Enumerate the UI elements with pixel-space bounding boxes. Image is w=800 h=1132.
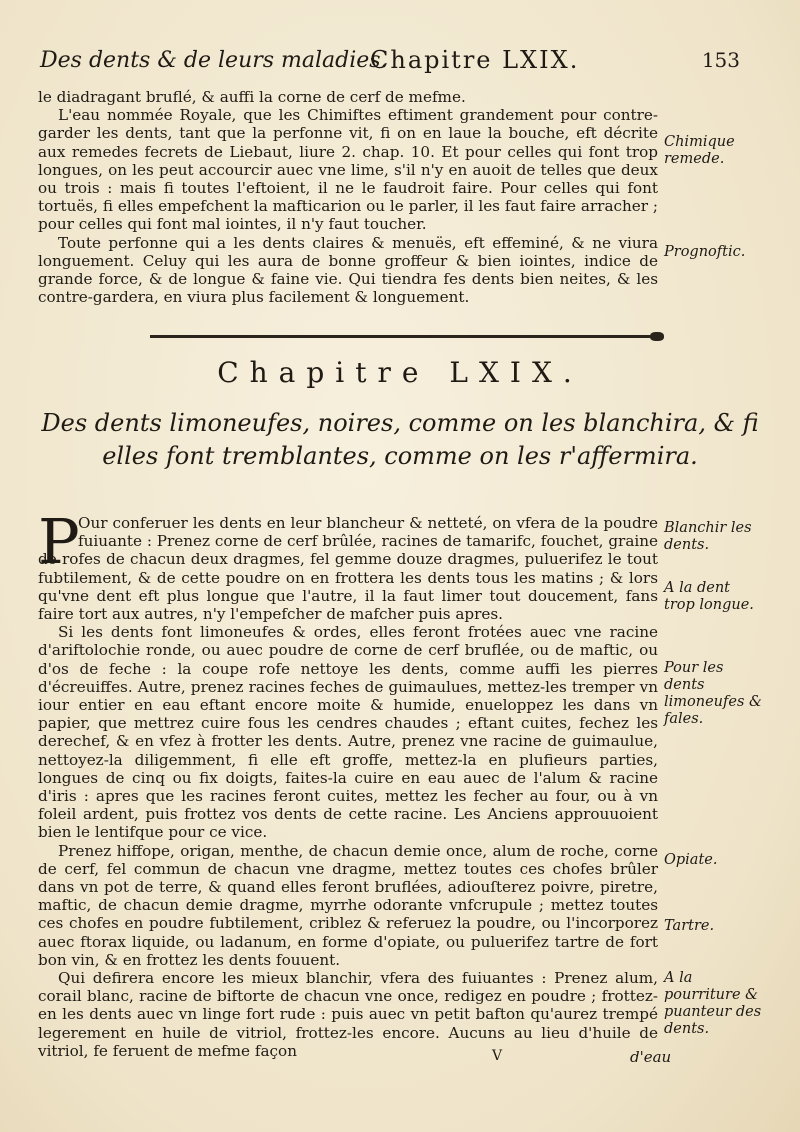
- signature-mark: V: [492, 1048, 503, 1064]
- running-head: [40, 44, 740, 84]
- running-title: Des dents & de leurs maladies.: [40, 48, 388, 73]
- running-chapter: Chapitre LXIX.: [370, 46, 580, 74]
- paragraph: Prenez hiffope, origan, menthe, de chacun demie once, alum de roche, corne de cerf, fel commun de chacun vne dragme, mettez toutes ces chofes brûler dans vn pot de terre, & quand elles feront bruflées, adiouſterez poivre, piretre, maftic, de chacun demie dragme, myrrhe odorante vnfcrupule ; mettez toutes ces chofes en poudre fubtilement, criblez & referuez la poudre, ou l'incorporez auec ftorax liquide, ou ladanum, en forme d'opiate, ou puluerifez tartre de fort bon vin, & en frottez les dents fouuent.: [38, 841, 658, 969]
- paragraph: Our conferuer les dents en leur blancheur & netteté, on vfera de la poudre fuiuante : Prenez corne de cerf brûlée, racines de tamarifc, fouchet, graine de rofes de chacun deux dragmes, fel gemme douze dragmes, puluerifez le tout fubtilement, & de cette poudre on en frottera les dents tous les matins ; & lors qu'vne dent eft plus longue que l'autre, il la faut limer tout doucement, fans faire tort aux autres, n'y l'empefcher de mafcher puis apres.: [38, 514, 658, 624]
- chapter-subtitle: Des dents limoneufes, noires, comme on les blanchira, & fi elles font tremblantes, comme on les r'affermira.: [41, 409, 759, 470]
- margin-note: A la pourriture & puanteur des dents.: [664, 970, 762, 1037]
- catchword: d'eau: [630, 1048, 672, 1066]
- drop-cap-space: [38, 514, 78, 548]
- margin-note: Tartre.: [664, 918, 715, 934]
- paragraph: Qui defirera encore les mieux blanchir, vfera des fuiuantes : Prenez alum, corail blanc, racine de biftorte de chacun vne once, redigez en poudre ; frottez-en les dents auec vn linge fort rude : puis auec vn petit bafton qu'aurez trempé legerement en huile de vitriol, frottez-les encore. Aucuns au lieu d'huile de vitriol, fe feruent de mefme façon: [38, 969, 658, 1060]
- margin-note: Opiate.: [664, 852, 718, 868]
- margin-note: Pour les dents limoneufes & fales.: [664, 660, 762, 727]
- drop-cap: P: [38, 505, 80, 578]
- page-number: 153: [701, 48, 740, 72]
- paragraph: Si les dents font limoneufes & ordes, elles feront frotées auec vne racine d'ariftolochie ronde, ou auec poudre de corne de cerf bruflée, ou de maftic, ou d'os de feche : la coupe rofe nettoye les dents, comme auffi les pierres d'écreuiffes. Autre, prenez racines feches de guimaulues, mettez-les tremper vn iour entier en eau eftant encore moite & humide, enueloppez les dans vn papier, que mettrez cuire fous les cendres chaudes ; eftant cuites, fechez les derechef, & en vfez à frotter les dents. Autre, prenez vne racine de guimaulue, nettoyez-la diligemment, fi elle eft groffe, mettez-la en plufieurs parties, longues de cinq ou fix doigts, faites-la cuire en eau auec de l'alum & racine d'iris : apres que les racines feront cuites, mettez les fecher au four, ou à vn foleil ardent, puis frottez vos dents de cette racine. Les Anciens approuuoient bien le lentifque pour ce vice.: [38, 623, 658, 842]
- margin-note: A la dent trop longue.: [664, 580, 754, 613]
- ornamental-rule: [150, 335, 650, 338]
- paragraph: Toute perfonne qui a les dents claires & menuës, eft effeminé, & ne viura longuement. Celuy qui les aura de bonne groffeur & bien iointes, indice de grande force, & de longue & faine vie. Qui tiendra fes dents bien neites, & les contre-gardera, en viura plus facilement & longuement.: [38, 233, 658, 307]
- paragraph: L'eau nommée Royale, que les Chimiftes eftiment grandement pour contre-garder les dents, tant que la perfonne vit, fi on en laue la bouche, eft décrite aux remedes fecrets de Liebaut, liure 2. chap. 10. Et pour celles qui font trop longues, on les peut accourcir auec vne lime, s'il n'y en auoit de telles que deux ou trois : mais fi toutes l'eftoient, il ne le faudroit faire. Pour celles qui font tortuës, fi elles empefchent la mafticarion ou le parler, il les faut faire arracher ; pour celles qui font mal iointes, il n'y faut toucher.: [38, 106, 658, 234]
- main-text-block: [38, 505, 658, 1060]
- top-text-block: [38, 88, 658, 306]
- paragraph: le diadragant bruflé, & auffi la corne de cerf de mefme.: [38, 88, 466, 106]
- chapter-heading: Chapitre LXIX.: [217, 356, 583, 389]
- margin-note: Prognoftic.: [664, 244, 746, 260]
- margin-note: Blanchir les dents.: [664, 520, 752, 553]
- margin-note: Chimique remede.: [664, 134, 735, 167]
